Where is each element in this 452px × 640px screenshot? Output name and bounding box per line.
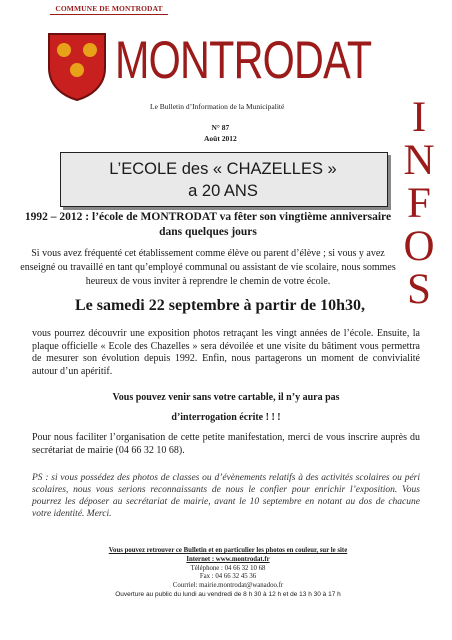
infos-letter: S bbox=[407, 266, 431, 313]
footer bbox=[40, 547, 416, 600]
footer-hours: Ouverture au public du lundi au vendredi de 8 h 30 à 12 h et de 13 h 30 à 17 h bbox=[115, 590, 341, 598]
coat-of-arms-icon bbox=[45, 30, 109, 102]
headline bbox=[60, 158, 386, 202]
infos-letter: N bbox=[403, 137, 435, 184]
infos-letter: F bbox=[407, 180, 431, 227]
footer-fax: Fax : 04 66 32 45 36 bbox=[199, 573, 257, 581]
event-date: Le samedi 22 septembre à partir de 10h30, bbox=[74, 297, 366, 314]
body-paragraph-2: Pour nous faciliter l’organisation de cette petite manifestation, merci de vous inscrire auprès du secrétariat de mairie (04 66 32 10 68). bbox=[32, 432, 420, 456]
footer-email[interactable]: Courriel: mairie.montrodat@wanadoo.fr bbox=[172, 582, 284, 590]
headline-line-2: a 20 ANS bbox=[188, 182, 258, 200]
issue-date: Août 2012 bbox=[204, 134, 237, 143]
body-paragraph-1: vous pourrez découvrir une exposition photos retraçant les vingt années de l’école. Ensuite, la plaque officielle « Ecole des Chazelles » sera dévoilée et une visite du bâtiment vous permettra de mesurer son évolution depuis 1992. Enfin, nous partagerons un moment de convivialité autour d’un apéritif. bbox=[32, 328, 420, 377]
infos-letter: I bbox=[411, 94, 427, 141]
postscript: PS : si vous possédez des photos de classes ou d’évènements relatifs à des activités scolaires ou péri scolaires, nous vous serions reconnaissants de nous le confier pour enrichir l’exposition. Vous pourrez les déposer au secrétariat de mairie, avant le 10 septembre en notant au dos de chacune votre identité. Merci. bbox=[32, 473, 420, 519]
headline-line-1: L’ECOLE des « CHAZELLES » bbox=[109, 160, 337, 178]
lead-paragraph: 1992 – 2012 : l’école de MONTRODAT va fêter son vingtième anniversaire dans quelques jours bbox=[24, 211, 392, 238]
footer-website-link[interactable]: Internet : www.montrodat.fr bbox=[186, 555, 270, 563]
invite-paragraph: Si vous avez fréquenté cet établissement comme élève ou parent d’élève ; si vous y avez enseigné ou travaillé en tant qu’employé communal ou assistant de vie scolaire, nous sommes heureux de vous inviter à reprendre le chemin de votre école. bbox=[20, 248, 396, 287]
bold-line-2: d’interrogation écrite ! ! ! bbox=[171, 412, 281, 423]
bulletin-subtitle: Le Bulletin d’Information de la Municipalité bbox=[150, 102, 285, 111]
bold-line-1: Vous pouvez venir sans votre cartable, il n’y aura pas bbox=[112, 392, 340, 403]
bulletin-title: MONTRODAT bbox=[115, 31, 372, 90]
issue-info bbox=[204, 122, 237, 144]
footer-website-note: Vous pouvez retrouver ce Bulletin et en particulier les photos en couleur, sur le site bbox=[108, 547, 348, 554]
issue-number: N° 87 bbox=[211, 123, 230, 132]
commune-label: COMMUNE DE MONTRODAT bbox=[50, 4, 168, 15]
infos-letter: O bbox=[403, 223, 435, 270]
footer-phone: Téléphone : 04 66 32 10 68 bbox=[190, 564, 266, 572]
infos-vertical-word bbox=[395, 96, 443, 311]
